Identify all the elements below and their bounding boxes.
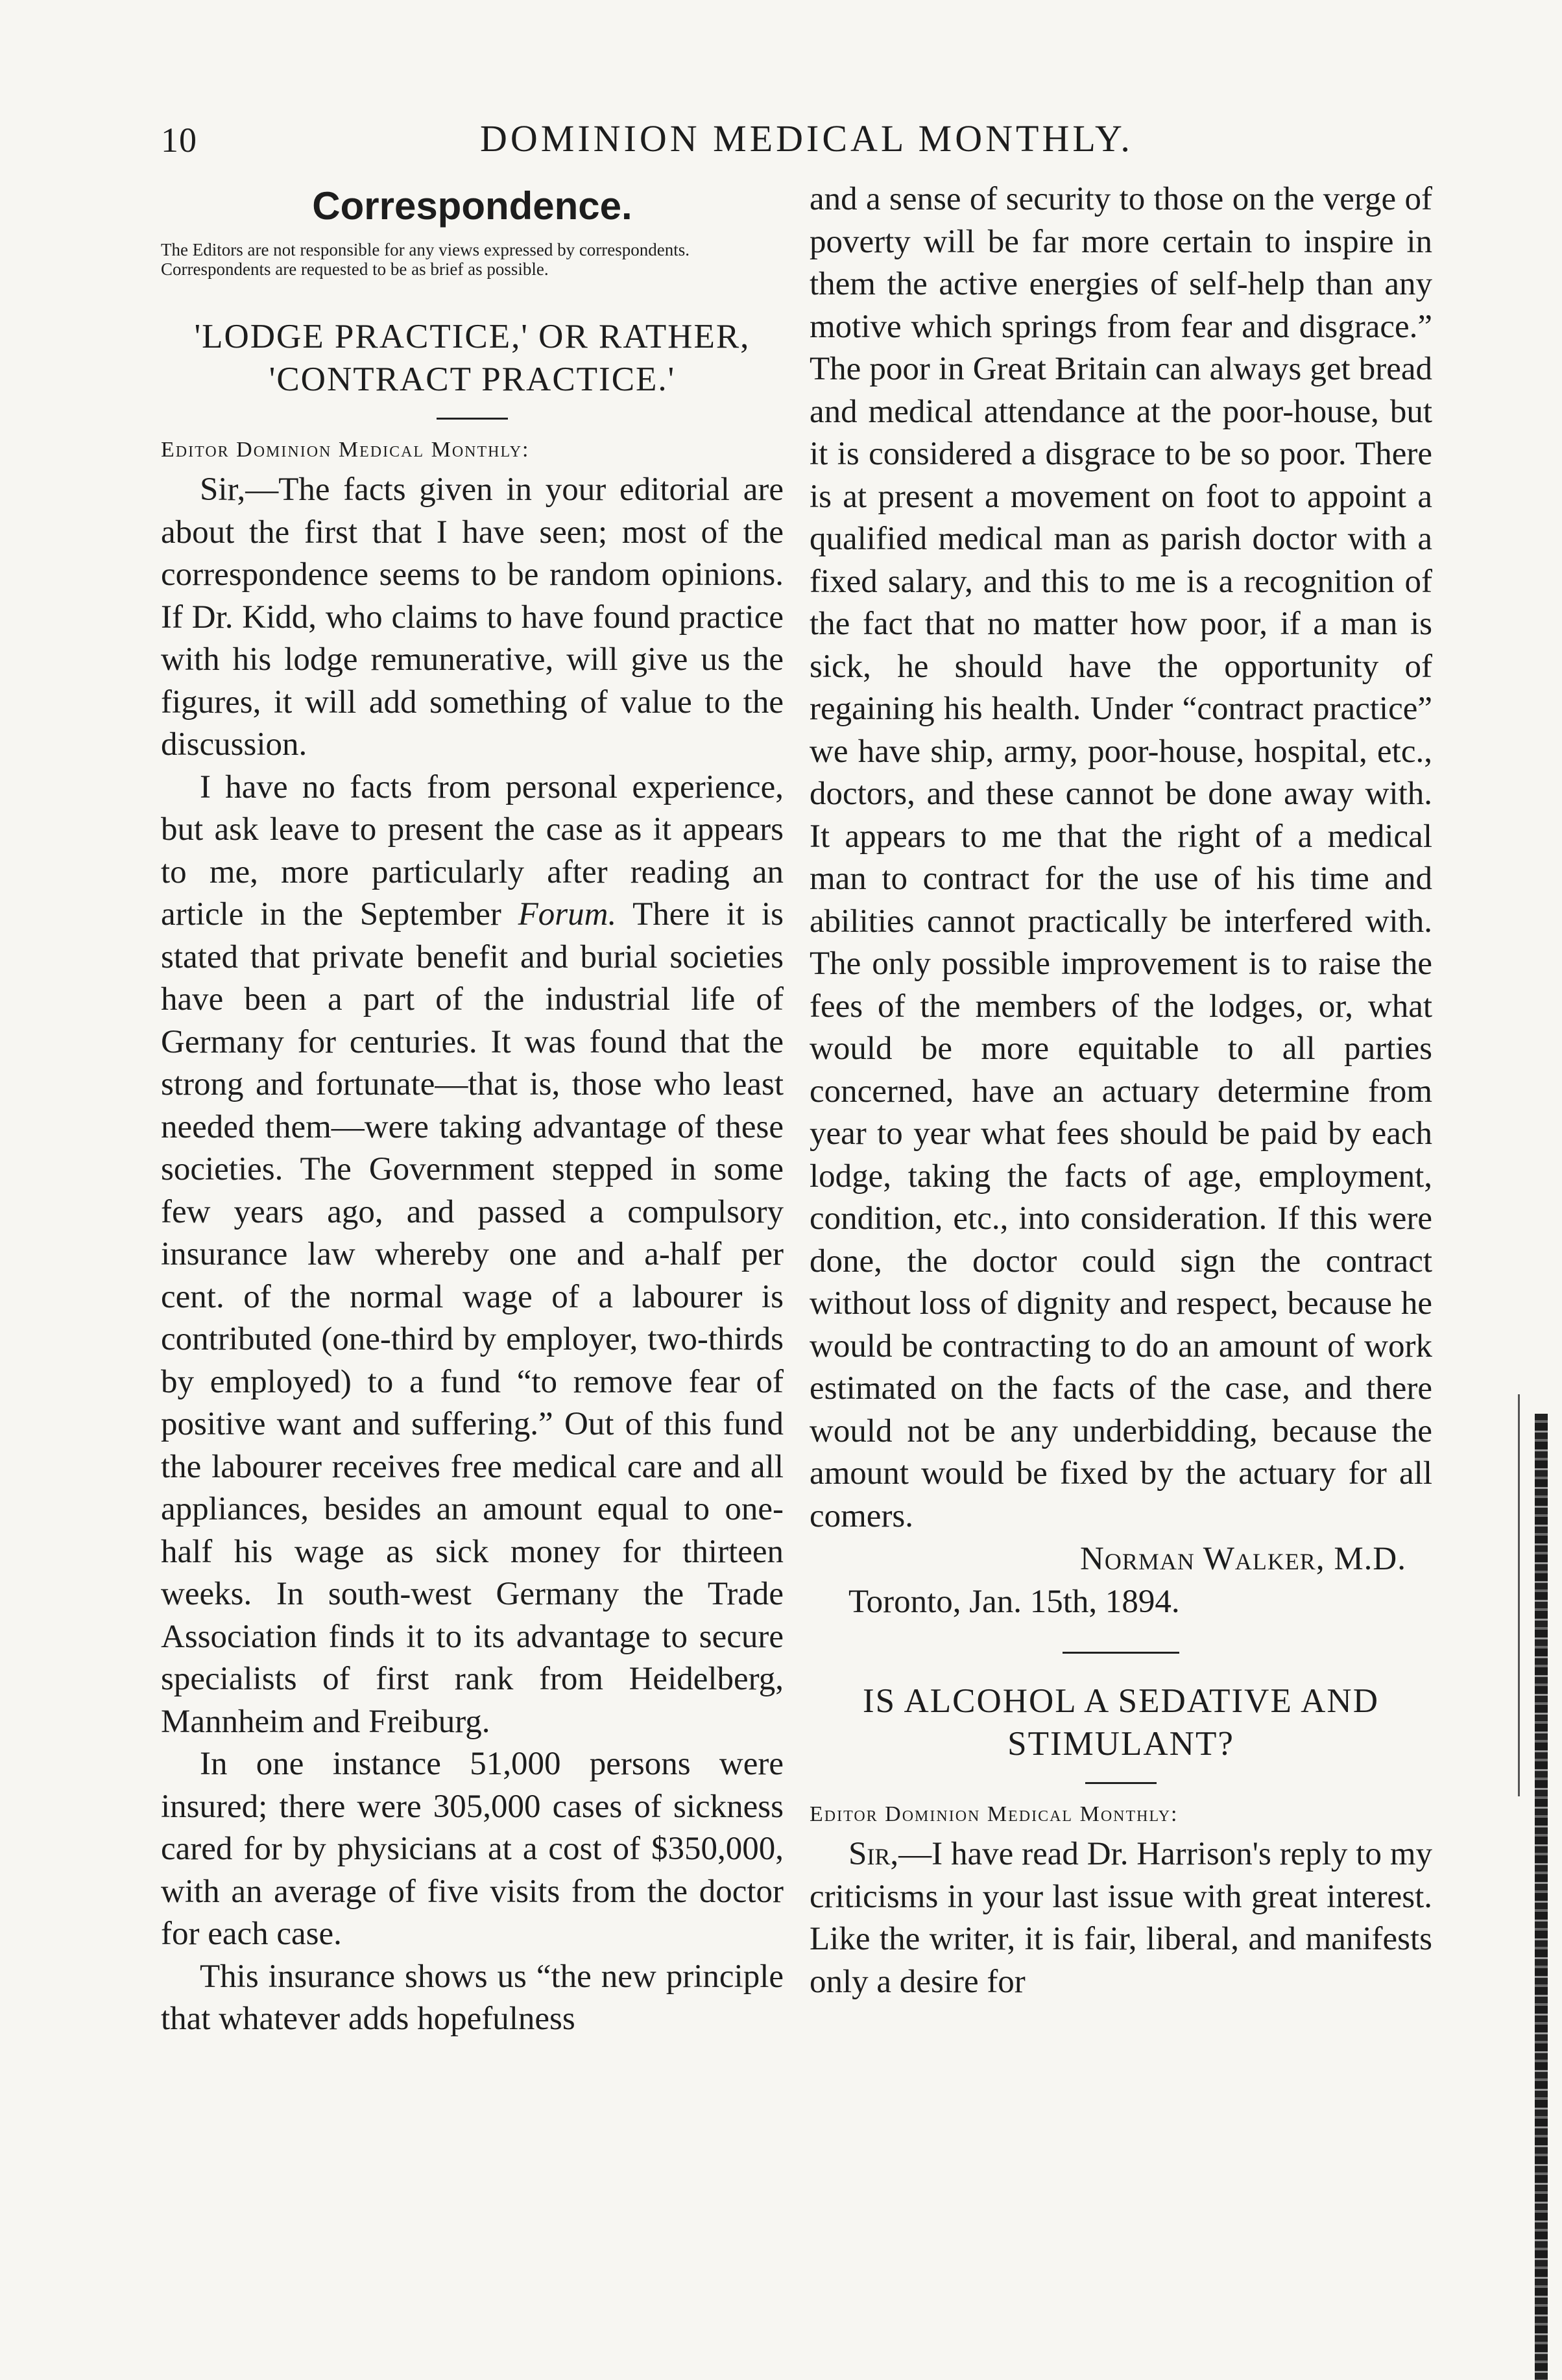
editor-note: The Editors are not responsible for any views expressed by correspondents.: [161, 240, 690, 259]
article-2-text: —I have read Dr. Harrison's reply to my criticisms in your last issue with great interest. Like the writer, it is fair, liberal, and manifests only a desire for: [810, 1836, 1432, 2000]
article-2-paragraph: [810, 1833, 1432, 2003]
page-number: 10: [161, 121, 197, 160]
salutation: Editor Dominion Medical Monthly:: [161, 438, 530, 462]
article-separator: [1063, 1652, 1179, 1654]
continued-paragraph: and a sense of security to those on the verge of poverty will be far more certain to inspire in them the active energies of self-help than any motive which springs from fear and disgrace.” The poor in Great Britain can always get bread and medical attendance at the poor-house, but it is considered a disgrace to be so poor. There is at present a movement on foot to appoint a qualified medical man as parish doctor with a fixed salary, and this to me is a recognition of the fact that no matter how poor, if a man is sick, he should have the opportunity of regaining his health. Under “contract practice” we have ship, army, poor-house, hospital, etc., doctors, and these cannot be done away with. It appears to me that the right of a medical man to contract for the use of his time and abilities cannot practically be interfered with. The only possible improvement is to raise the fees of the members of the lodges, or, what would be more equitable to all parties concerned, have an actuary determine from year to year what fees should be paid by each lodge, taking the facts of age, employment, condition, etc., into consideration. If this were done, the doctor could sign the contract without loss of dignity and respect, because he would be contracting to do an amount of work estimated on the facts of the case, and there would not be any underbidding, because the amount would be fixed by the actuary for all comers.: [810, 181, 1432, 1534]
paragraph-2-part-a: I have no facts from personal experience, but ask leave to present the case as it appears to me, more particularly after reading an article in the September: [161, 768, 784, 933]
forum-title: Forum.: [518, 896, 617, 933]
correspondent-note: Correspondents are requested to be as brief as possible.: [161, 259, 549, 279]
paragraph-2-part-b: There it is stated that private benefit and burial societies have been a part of the industrial life of Germany for centuries. It was found that the strong and fortunate—that is, those who least needed them—were taking advantage of these societies. The Government stepped in some few years ago, and passed a compulsory insurance law whereby one and a-half per cent. of the normal wage of a labourer is contributed (one-third by employer, two-thirds by employed) to a fund “to remove fear of positive want and suffering.” Out of this fund the labourer receives free medical care and all appliances, besides an amount equal to one-half his wage as sick money for thirteen weeks. In south-west Germany the Trade Association finds it to its advantage to secure specialists of first rank from Heidelberg, Mannheim and Freiburg.: [161, 896, 784, 1740]
paragraph-4: This insurance shows us “the new principle that whatever adds hopefulness: [161, 1958, 784, 2037]
title-rule: [437, 418, 508, 420]
signature: Norman Walker, M.D.: [1080, 1541, 1406, 1577]
paragraph-1: Sir,—The facts given in your editorial are about the first that I have seen; most of the correspondence seems to be random opinions. If Dr. Kidd, who claims to have found practice with his lodge remunerative, will give us the figures, it will add something of value to the discussion.: [161, 471, 784, 763]
left-column: [161, 178, 784, 2041]
place-date: Toronto, Jan. 15th, 1894.: [848, 1584, 1180, 1620]
page-edge-line: [1518, 1394, 1520, 1796]
title-rule-2: [1085, 1782, 1157, 1784]
paragraph-2: [161, 767, 784, 1744]
paragraph-3: In one instance 51,000 persons were insured; there were 305,000 cases of sickness cared for by physicians at a cost of $350,000, with an average of five visits from the doctor for each case.: [161, 1746, 784, 1952]
sir-lead: Sir,: [848, 1836, 899, 1872]
running-head: DOMINION MEDICAL MONTHLY.: [480, 117, 1133, 160]
section-title: Correspondence.: [312, 184, 632, 228]
page-edge-strip: [1535, 1414, 1548, 2380]
salutation-2: Editor Dominion Medical Monthly:: [810, 1802, 1179, 1826]
right-column: [810, 178, 1432, 2003]
article-2-title: IS ALCOHOL A SEDATIVE AND STIMULANT?: [863, 1682, 1379, 1763]
article-title: 'LODGE PRACTICE,' OR RATHER, 'CONTRACT PRACTICE.': [194, 318, 751, 398]
